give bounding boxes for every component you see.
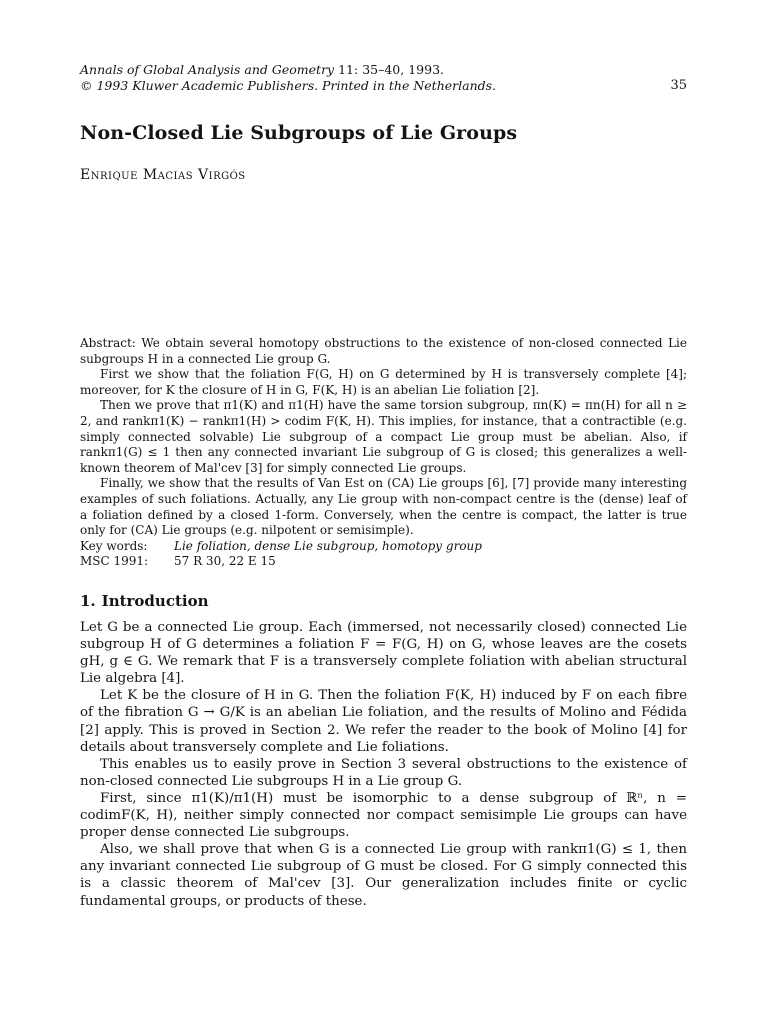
section-number: 1. <box>80 592 96 610</box>
abstract-label: Abstract: <box>80 336 136 350</box>
paper-page <box>80 0 687 1024</box>
journal-name: Annals of Global Analysis and Geometry <box>80 62 335 77</box>
abstract-text-1: We obtain several homotopy obstructions to the existence of non-closed connected Lie subgroups H in a connected Lie group G. <box>80 336 687 366</box>
intro-paragraph-3: This enables us to easily prove in Section 3 several obstructions to the existence of non-closed connected Lie subgroups H in a Lie group G. <box>80 756 687 789</box>
introduction-body <box>80 619 687 910</box>
keywords-row <box>80 539 687 555</box>
abstract-paragraph-1 <box>80 336 687 367</box>
msc-row <box>80 554 687 570</box>
journal-citation <box>80 62 687 78</box>
abstract-paragraph-4: Finally, we show that the results of Van Est on (CA) Lie groups [6], [7] provide many interesting examples of such foliations. Actually, any Lie group with non-compact centre is the (dense) leaf of a foliation defined by a closed 1-form. Conversely, when the centre is compact, the latter is true only for (CA) Lie groups (e.g. nilpotent or semisimple). <box>80 476 687 538</box>
section-heading-introduction <box>80 592 209 610</box>
intro-paragraph-5: Also, we shall prove that when G is a connected Lie group with rankπ1(G) ≤ 1, then any invariant connected Lie subgroup of G must be closed. For G simply connected this is a classic theorem of Mal'cev [3]. Our generalization includes finite or cyclic fundamental groups, or products of these. <box>80 842 687 909</box>
journal-volume: 11: 35–40, 1993. <box>338 62 444 77</box>
intro-paragraph-4: First, since π1(K)/π1(H) must be isomorphic to a dense subgroup of ℝⁿ, n = codimF(K, H), neither simply connected nor compact semisimple Lie groups can have proper dense connected Lie subgroups. <box>80 790 687 841</box>
intro-paragraph-1: Let G be a connected Lie group. Each (immersed, not necessarily closed) connected Lie subgroup H of G determines a foliation F = F(G, H) on G, whose leaves are the cosets gH, g ∈ G. We remark that F is a transversely complete foliation with abelian structural Lie algebra [4]. <box>80 620 687 687</box>
keywords-label: Key words: <box>80 538 148 553</box>
intro-paragraph-2: Let K be the closure of H in G. Then the foliation F(K, H) induced by F on each fibre of the fibration G → G/K is an abelian Lie foliation, and the results of Molino and Fédida [2] apply. This is proved in Section 2. We refer the reader to the book of Molino [4] for details about transversely complete and Lie foliations. <box>80 688 687 755</box>
journal-header <box>80 62 687 94</box>
section-title: Introduction <box>101 592 209 610</box>
page-number: 35 <box>670 78 687 93</box>
msc-value: 57 R 30, 22 E 15 <box>174 554 276 569</box>
copyright-line: © 1993 Kluwer Academic Publishers. Printed in the Netherlands. <box>80 78 497 93</box>
abstract-paragraph-2: First we show that the foliation F(G, H) on G determined by H is transversely complete [4]; moreover, for K the closure of H in G, F(K, H) is an abelian Lie foliation [2]. <box>80 367 687 397</box>
msc-label: MSC 1991: <box>80 554 149 569</box>
keywords-value: Lie foliation, dense Lie subgroup, homotopy group <box>174 538 482 553</box>
paper-title: Non-Closed Lie Subgroups of Lie Groups <box>80 122 518 144</box>
abstract-block <box>80 336 687 570</box>
author-name: Enrique Macias Virgós <box>80 167 246 183</box>
abstract-paragraph-3: Then we prove that π1(K) and π1(H) have the same torsion subgroup, πn(K) = πn(H) for all n ≥ 2, and rankπ1(K) − rankπ1(H) > codim F(K, H). This implies, for instance, that a contractible (e.g. simply connected solvable) Lie subgroup of a compact Lie group must be abelian. Also, if rankπ1(G) ≤ 1 then any connected invariant Lie subgroup of G is closed; this generalizes a well-known theorem of Mal'cev [3] for simply connected Lie groups. <box>80 398 687 475</box>
